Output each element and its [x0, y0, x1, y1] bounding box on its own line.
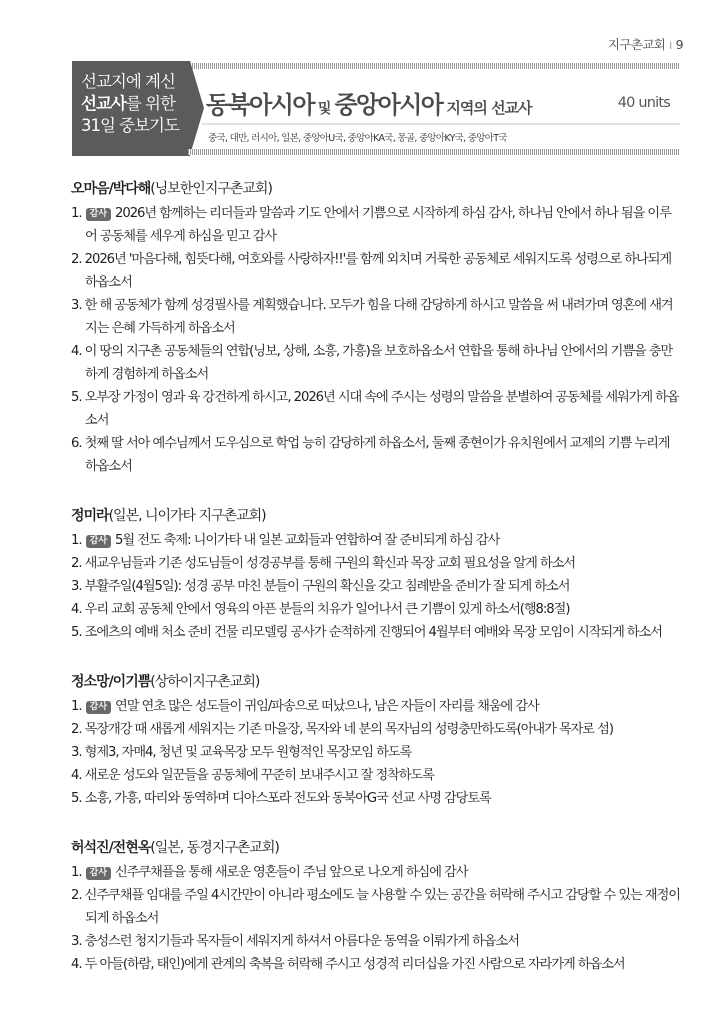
- missionary-location: (일본, 니이가타 지구촌교회): [108, 508, 266, 524]
- item-number: 5.: [71, 625, 82, 640]
- item-text: 이 땅의 지구촌 공동체들의 연합(닝보, 상해, 소흥, 가흥)을 보호하옵소서 연합을 통해 하나님 안에서의 기쁨을 충만하게 경험하게 하옵소서: [84, 344, 673, 382]
- prayer-item: [71, 695, 681, 718]
- item-number: 3.: [71, 745, 82, 760]
- item-text: 2026년 '마음다해, 힘뜻다해, 여호와를 사랑하자!!'를 함께 외치며 거룩한 공동체로 세워지도록 성령으로 하나되게 하옵소서: [84, 252, 672, 290]
- missionary-heading: [71, 671, 681, 694]
- prayer-item: [71, 787, 681, 810]
- item-text: 신주쿠채플을 통해 새로운 영혼들이 주님 앞으로 나오게 하심에 감사: [115, 865, 468, 880]
- section-name: 지구촌교회: [607, 37, 666, 52]
- missionary-name: 정미라: [71, 508, 109, 524]
- missionary-name: 오마음/박다해: [71, 181, 151, 197]
- badge-line-1: 선교지에 계신: [81, 72, 175, 91]
- item-text: 연말 연초 많은 성도들이 귀임/파송으로 떠났으나, 남은 자들이 자리를 채움에 감사: [115, 699, 539, 714]
- prayer-item: [71, 764, 681, 787]
- missionary-heading: [71, 178, 681, 201]
- prayer-item: [71, 386, 681, 432]
- item-text: 충성스런 청지기들과 목자들이 세워지게 하셔서 아름다운 동역을 이뤄가게 하옵소서: [84, 934, 519, 949]
- item-number: 4.: [71, 344, 82, 359]
- thanks-tag: 감사: [86, 535, 111, 548]
- prayer-content: [71, 178, 681, 1003]
- badge-arrow-icon: [190, 61, 204, 155]
- prayer-item: [71, 598, 681, 621]
- hatch-divider-top: [188, 63, 680, 69]
- missionary-location: (일본, 동경지구촌교회): [150, 840, 279, 856]
- item-number: 3.: [71, 579, 82, 594]
- hatch-divider-bottom: [188, 149, 680, 155]
- prayer-item: [71, 621, 681, 644]
- units-count: 40 units: [617, 95, 670, 111]
- prayer-item: [71, 953, 681, 976]
- badge-line-2: 선교사를 위한: [81, 94, 175, 113]
- prayer-badge: [72, 61, 190, 156]
- prayer-item: [71, 340, 681, 386]
- item-number: 2.: [71, 888, 82, 903]
- page-number: 9: [675, 37, 683, 52]
- title-rule: [202, 123, 680, 125]
- prayer-item: [71, 202, 681, 248]
- badge-line-3: 31일 중보기도: [81, 116, 179, 135]
- missionary-section: [71, 178, 681, 478]
- prayer-item: [71, 529, 681, 552]
- item-number: 1.: [71, 206, 82, 221]
- missionary-location: (닝보한인지구촌교회): [150, 181, 272, 197]
- item-number: 4.: [71, 602, 82, 617]
- prayer-item: [71, 718, 681, 741]
- missionary-name: 정소망/이기쁨: [71, 674, 151, 690]
- country-list: 중국, 대만, 러시아, 일본, 중앙아U국, 중앙아KA국, 몽골, 중앙아KY국, 중앙아T국: [208, 133, 507, 144]
- missionary-section: [71, 837, 681, 976]
- missionary-heading: [71, 837, 681, 860]
- prayer-item: [71, 930, 681, 953]
- thanks-tag: 감사: [86, 867, 111, 880]
- item-text: 첫째 딸 서아 예수님께서 도우심으로 학업 능히 감당하게 하옵소서, 둘째 종현이가 유치원에서 교제의 기쁨 누리게 하옵소서: [84, 436, 670, 474]
- item-text: 신주쿠채플 임대를 주일 4시간만이 아니라 평소에도 늘 사용할 수 있는 공간을 허락해 주시고 감당할 수 있는 재정이 되게 하옵소서: [84, 888, 680, 926]
- header-separator: I: [669, 41, 672, 52]
- item-number: 3.: [71, 934, 82, 949]
- prayer-item: [71, 741, 681, 764]
- item-text: 2026년 함께하는 리더들과 말씀과 기도 안에서 기쁨으로 시작하게 하심 감사, 하나님 안에서 하나 됨을 이루어 공동체를 세우게 하심을 믿고 감사: [85, 206, 671, 244]
- item-text: 조에츠의 예배 처소 준비 건물 리모델링 공사가 순적하게 진행되어 4월부터 예배와 목장 모임이 시작되게 하소서: [84, 625, 662, 640]
- item-number: 1.: [71, 533, 82, 548]
- item-number: 4.: [71, 768, 82, 783]
- missionary-name: 허석진/전현옥: [71, 840, 151, 856]
- item-text: 형제3, 자매4, 청년 및 교육목장 모두 원형적인 목장모임 하도록: [84, 745, 412, 760]
- region-title: 동북아시아 및 중앙아시아 지역의 선교사: [206, 91, 532, 119]
- item-number: 2.: [71, 556, 82, 571]
- item-text: 새로운 성도와 일꾼들을 공동체에 꾸준히 보내주시고 잘 정착하도록: [84, 768, 434, 783]
- thanks-tag: 감사: [86, 208, 111, 221]
- prayer-item: [71, 552, 681, 575]
- title-banner: [70, 61, 680, 156]
- item-text: 한 해 공동체가 함께 성경필사를 계획했습니다. 모두가 힘을 다해 감당하게 하시고 말씀을 써 내려가며 영혼에 새겨지는 은혜 가득하게 하옵소서: [84, 298, 673, 336]
- item-text: 목장개강 때 새롭게 세워지는 기존 마을장, 목자와 네 분의 목자님의 성령충만하도록(아내가 목자로 섬): [84, 722, 613, 737]
- item-number: 4.: [71, 957, 82, 972]
- missionary-heading: [71, 505, 681, 528]
- region-title-row: [206, 81, 680, 121]
- item-number: 2.: [71, 722, 82, 737]
- prayer-item: [71, 432, 681, 478]
- prayer-item: [71, 294, 681, 340]
- item-number: 2.: [71, 252, 82, 267]
- running-header: [608, 35, 683, 53]
- prayer-item: [71, 248, 681, 294]
- missionary-section: [71, 671, 681, 810]
- item-text: 소흥, 가흥, 따리와 동역하며 디아스포라 전도와 동북아G국 선교 사명 감당토록: [84, 791, 491, 806]
- item-text: 두 아들(하람, 태인)에게 관계의 축복을 허락해 주시고 성경적 리더십을 가진 사람으로 자라가게 하옵소서: [84, 957, 625, 972]
- item-number: 1.: [71, 865, 82, 880]
- prayer-item: [71, 861, 681, 884]
- item-number: 1.: [71, 699, 82, 714]
- prayer-item: [71, 884, 681, 930]
- item-text: 새교우님들과 기존 성도님들이 성경공부를 통해 구원의 확신과 목장 교회 필요성을 알게 하소서: [84, 556, 576, 571]
- missionary-section: [71, 505, 681, 644]
- missionary-location: (상하이지구촌교회): [150, 674, 260, 690]
- item-text: 오부장 가정이 영과 육 강건하게 하시고, 2026년 시대 속에 주시는 성령의 말씀을 분별하여 공동체를 세워가게 하옵소서: [84, 390, 679, 428]
- item-number: 3.: [71, 298, 82, 313]
- item-number: 5.: [71, 390, 82, 405]
- item-text: 5월 전도 축제: 니이가타 내 일본 교회들과 연합하여 잘 준비되게 하심 감사: [115, 533, 500, 548]
- item-number: 5.: [71, 791, 82, 806]
- thanks-tag: 감사: [86, 701, 111, 714]
- item-text: 부활주일(4월5일): 성경 공부 마친 분들이 구원의 확신을 갖고 침례받을 준비가 잘 되게 하소서: [84, 579, 570, 594]
- prayer-item: [71, 575, 681, 598]
- item-number: 6.: [71, 436, 82, 451]
- item-text: 우리 교회 공동체 안에서 영육의 아픈 분들의 치유가 일어나서 큰 기쁨이 있게 하소서(행8:8절): [84, 602, 570, 617]
